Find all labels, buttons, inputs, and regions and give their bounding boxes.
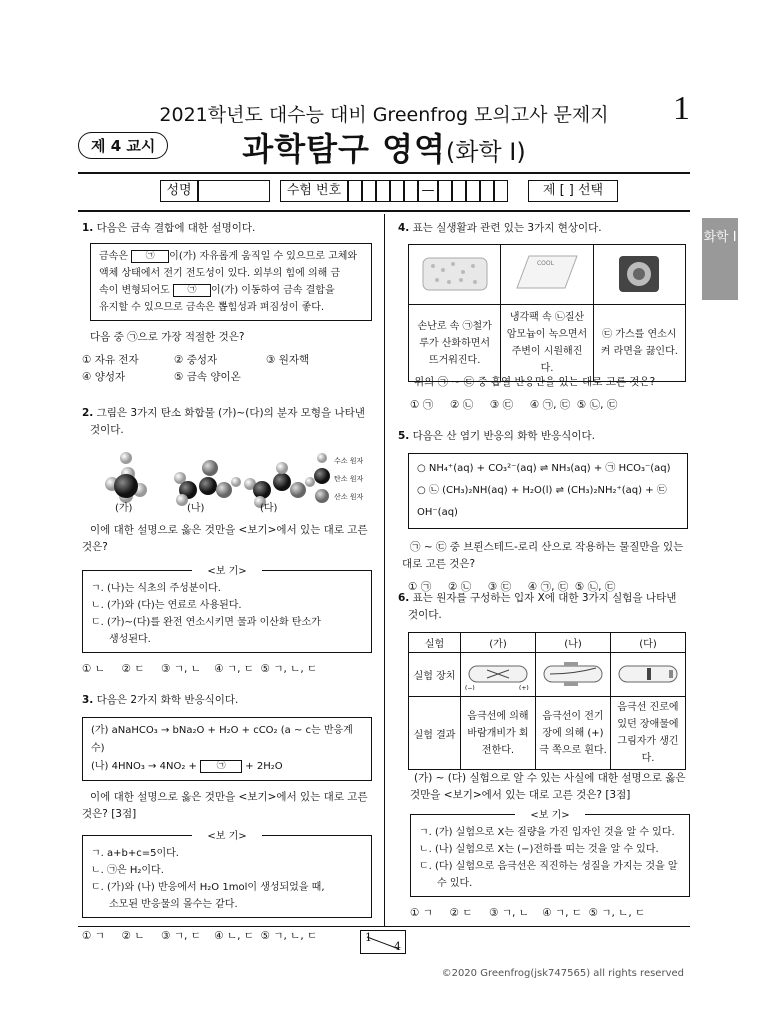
q6-options[interactable]: ① ㄱ ② ㄷ ③ ㄱ, ㄴ ④ ㄱ, ㄷ ⑤ ㄱ, ㄴ, ㄷ xyxy=(410,907,646,919)
q1-option-3[interactable]: ③ 원자핵 xyxy=(266,354,310,366)
exam-number-row xyxy=(280,180,508,204)
q1-passage-text: 이(가) 자유롭게 움직일 수 있으므로 고체와 xyxy=(169,251,358,262)
bogi-item: ㄴ. ㉠은 H₂이다. xyxy=(91,865,164,876)
q3-number: 3. xyxy=(82,694,94,706)
bogi-item: ㄷ. (다) 실험으로 음극선은 직진하는 성질을 가지는 것을 알 xyxy=(419,861,678,872)
name-label: 성명 xyxy=(160,180,198,202)
q1-passage-text: 유지할 수 있으므로 금속은 뽑힘성과 펴짐성이 좋다. xyxy=(99,302,325,313)
q6-row-label: 실험 결과 xyxy=(409,697,461,770)
molecule-label: (나) xyxy=(187,503,205,514)
q3-equation: (나) 4HNO₃ → 4NO₂ + xyxy=(91,761,197,772)
q3-equations xyxy=(82,717,372,781)
legend-label: 탄소 원자 xyxy=(334,475,364,483)
exam-title: 2021학년도 대수능 대비 Greenfrog 모의고사 문제지 xyxy=(159,104,609,126)
bogi-item: ㄴ. (가)와 (다)는 연료로 사용된다. xyxy=(91,600,242,611)
subject-side-tab: 화학 I xyxy=(702,218,738,300)
subject-main: 과학탐구 영역 xyxy=(242,130,446,168)
q6-table xyxy=(408,632,686,770)
exam-number-label: 수험 번호 xyxy=(280,180,348,202)
q2-stem: 것이다. xyxy=(90,424,124,436)
period-badge: 제 4 교시 xyxy=(78,132,168,159)
gas-stove-image xyxy=(593,245,685,305)
q5-equations xyxy=(408,453,688,529)
hand-warmer-image xyxy=(409,245,501,305)
name-field[interactable] xyxy=(198,180,270,202)
q6-result-ga: 음극선에 의해 바람개비가 회전한다. xyxy=(461,697,536,770)
cool-pack-label: COOL xyxy=(536,260,554,267)
q6-col-header: (가) xyxy=(461,633,536,653)
bogi-title: <보 기> xyxy=(192,828,262,845)
q1-question: 다음 중 ㉠으로 가장 적절한 것은? xyxy=(90,331,245,343)
q4-table xyxy=(408,244,686,382)
q1-blank: ㉠ xyxy=(131,250,169,263)
q1-passage-text: 금속은 xyxy=(99,251,128,262)
q4-number: 4. xyxy=(398,222,410,234)
q6-apparatus-ga xyxy=(461,653,536,697)
q5-question: ㉠ ~ ㉢ 중 브뢴스테드-로리 산으로 작용하는 물질만을 있는 xyxy=(410,541,684,553)
bogi-item: 수 있다. xyxy=(437,878,473,889)
q2-number: 2. xyxy=(82,407,94,419)
cathode-tube-field-icon xyxy=(538,656,608,690)
question-5 xyxy=(398,428,688,596)
q6-stem: 것이다. xyxy=(408,609,442,621)
q5-equation: ○ NH₄⁺(aq) + CO₃²⁻(aq) ⇌ NH₃(aq) + ㉠ HCO₃⁻(aq) xyxy=(417,463,671,474)
q2-stem: 그림은 3가지 탄소 화합물 (가)~(다)의 분자 모형을 나타낸 xyxy=(96,407,365,419)
molecule-ga xyxy=(105,452,147,503)
q1-option-4[interactable]: ④ 양성자 xyxy=(82,371,126,383)
bogi-item: ㄱ. (나)는 식초의 주성분이다. xyxy=(91,583,221,594)
q4-question-block xyxy=(410,374,690,414)
q2-question: 이에 대한 설명으로 옳은 것만을 <보기>에서 있는 대로 고른 xyxy=(90,524,368,536)
q6-col-header: (다) xyxy=(611,633,686,653)
molecule-legend xyxy=(334,452,363,506)
legend-hydrogen-icon xyxy=(317,453,327,463)
q3-options[interactable]: ① ㄱ ② ㄴ ③ ㄱ, ㄷ ④ ㄴ, ㄷ ⑤ ㄱ, ㄴ, ㄷ xyxy=(82,930,318,942)
exam-number-digit[interactable] xyxy=(348,180,362,202)
info-rule xyxy=(78,210,690,212)
choice-label[interactable]: 제 [ ] 선택 xyxy=(528,180,618,202)
q1-option-2[interactable]: ② 중성자 xyxy=(174,354,218,366)
exam-number-digit[interactable] xyxy=(466,180,480,202)
q6-bogi xyxy=(410,810,690,897)
q6-apparatus-da xyxy=(611,653,686,697)
question-4 xyxy=(398,220,688,237)
legend-label: 산소 원자 xyxy=(334,493,364,501)
q5-question: 대로 고른 것은? xyxy=(402,558,476,570)
exam-number-digit[interactable] xyxy=(376,180,390,202)
bogi-item: ㄴ. (나) 실험으로 X는 (−)전하를 띠는 것을 알 수 있다. xyxy=(419,844,659,855)
bogi-title: <보 기> xyxy=(515,807,585,824)
q2-question-block xyxy=(82,522,372,678)
bottom-rule xyxy=(78,926,690,927)
q6-result-da: 음극선 진로에 있던 장애물에 그림자가 생긴다. xyxy=(611,697,686,770)
bogi-title: <보 기> xyxy=(192,563,262,580)
q4-stem: 표는 실생활과 관련 있는 3가지 현상이다. xyxy=(412,222,602,234)
q5-stem: 다음은 산 염기 반응의 화학 반응식이다. xyxy=(412,430,595,442)
q6-question: 것만을 <보기>에서 있는 대로 고른 것은? [3점] xyxy=(410,789,631,801)
page-number: 1 xyxy=(673,90,690,127)
cathode-tube-paddlewheel-icon xyxy=(463,656,533,690)
copyright: ©2020 Greenfrog(jsk747565) all rights reserved xyxy=(441,968,684,979)
q3-equation: (가) aNaHCO₃ → bNa₂O + H₂O + cCO₂ (a ~ c는 반응계수) xyxy=(91,725,353,754)
q1-passage-text: 이(가) 이동하여 금속 결합을 xyxy=(211,285,335,296)
q6-question: (가) ~ (다) 실험으로 알 수 있는 사실에 대한 설명으로 옳은 xyxy=(414,772,686,784)
exam-number-digit[interactable] xyxy=(390,180,404,202)
q4-cell-na: 냉각팩 속 ㉡질산 암모늄이 녹으면서 주변이 시원해진다. xyxy=(501,305,593,382)
molecule-label: (가) xyxy=(115,503,133,514)
legend-carbon-icon xyxy=(314,468,330,484)
q1-blank: ㉠ xyxy=(173,284,211,297)
exam-number-dash: — xyxy=(418,180,438,202)
choice-row xyxy=(528,180,618,204)
bogi-item: ㄱ. (가) 실험으로 X는 질량을 가진 입자인 것을 알 수 있다. xyxy=(419,827,675,838)
apparatus-plus: (+) xyxy=(519,685,529,690)
bogi-item: ㄱ. a+b+c=5이다. xyxy=(91,848,179,859)
q6-row-label: 실험 장치 xyxy=(409,653,461,697)
q4-cell-da: ㉢ 가스를 연소시켜 라면을 끓인다. xyxy=(593,305,685,382)
exam-number-digit[interactable] xyxy=(494,180,508,202)
q5-equation: ○ ㉡ (CH₃)₂NH(aq) + H₂O(l) ⇌ (CH₃)₂NH₂⁺(aq) + ㉢ OH⁻(aq) xyxy=(417,485,667,518)
subject-sub: (화학 I) xyxy=(445,138,526,166)
bogi-item: ㄷ. (가)와 (나) 반응에서 H₂O 1mol이 생성되었을 때, xyxy=(91,882,325,893)
molecule-label: (다) xyxy=(260,503,278,514)
exam-number-digit[interactable] xyxy=(362,180,376,202)
cool-pack-image xyxy=(501,245,593,305)
q6-header: 실험 xyxy=(409,633,461,653)
question-6 xyxy=(398,590,688,624)
bogi-item: ㄷ. (가)~(다)를 완전 연소시키면 물과 이산화 탄소가 xyxy=(91,617,321,628)
q6-result-na: 음극선이 전기장에 의해 (+)극 쪽으로 휜다. xyxy=(536,697,611,770)
q6-apparatus-na xyxy=(536,653,611,697)
q6-number: 6. xyxy=(398,592,410,604)
legend-oxygen-icon xyxy=(315,489,329,503)
q2-bogi xyxy=(82,566,372,653)
cool-pack-icon xyxy=(507,248,587,298)
q6-col-header: (나) xyxy=(536,633,611,653)
molecule-na xyxy=(174,460,241,506)
q3-stem: 다음은 2가지 화학 반응식이다. xyxy=(96,694,239,706)
q1-passage-text: 속이 변형되어도 xyxy=(99,285,170,296)
q6-question-block xyxy=(410,770,690,922)
exam-number-digit[interactable] xyxy=(452,180,466,202)
question-2 xyxy=(82,405,372,439)
q6-stem: 표는 원자를 구성하는 입자 X에 대한 3가지 실험을 나타낸 xyxy=(412,592,677,604)
page-current: 1 xyxy=(365,931,372,944)
q4-question: 위의 ㉠ ~ ㉢ 중 흡열 반응만을 있는 대로 고른 것은? xyxy=(414,376,656,388)
exam-number-digit[interactable] xyxy=(480,180,494,202)
q5-options[interactable]: ① ㉠ ② ㉡ ③ ㉢ ④ ㉠, ㉢ ⑤ ㉡, ㉢ xyxy=(408,581,616,593)
q1-passage xyxy=(90,243,372,321)
hand-warmer-icon xyxy=(415,248,495,298)
q1-option-5[interactable]: ⑤ 금속 양이온 xyxy=(174,371,241,383)
q3-question: 이에 대한 설명으로 옳은 것만을 <보기>에서 있는 대로 고른 xyxy=(90,791,368,803)
exam-number-digit[interactable] xyxy=(404,180,418,202)
q2-question: 것은? xyxy=(82,541,108,553)
q1-options xyxy=(82,352,372,386)
question-1 xyxy=(82,220,372,386)
column-separator xyxy=(384,214,385,926)
q1-passage-text: 액체 상태에서 전기 전도성이 있다. 외부의 힘에 의해 금 xyxy=(99,268,341,279)
exam-number-digit[interactable] xyxy=(438,180,452,202)
apparatus-minus: (−) xyxy=(465,685,475,690)
subject-title xyxy=(0,124,768,170)
question-3 xyxy=(82,692,372,945)
q2-options[interactable]: ① ㄴ ② ㄷ ③ ㄱ, ㄴ ④ ㄱ, ㄷ ⑤ ㄱ, ㄴ, ㄷ xyxy=(82,663,318,675)
q3-question: 것은? [3점] xyxy=(82,808,137,820)
q1-option-1[interactable]: ① 자유 전자 xyxy=(82,354,139,366)
page-indicator xyxy=(360,930,406,954)
q3-blank: ㉠ xyxy=(200,760,242,773)
q5-number: 5. xyxy=(398,430,410,442)
q3-equation: + 2H₂O xyxy=(245,761,283,772)
q1-stem: 다음은 금속 결합에 대한 설명이다. xyxy=(96,222,256,234)
name-row xyxy=(160,180,270,204)
legend-label: 수소 원자 xyxy=(334,457,364,465)
q1-number: 1. xyxy=(82,222,94,234)
cathode-tube-shadow-icon xyxy=(613,656,683,690)
header-rule xyxy=(78,172,690,174)
page-total: 4 xyxy=(394,940,401,953)
gas-stove-icon xyxy=(604,248,674,298)
molecule-da xyxy=(244,462,315,508)
q3-bogi xyxy=(82,831,372,918)
q4-options[interactable]: ① ㉠ ② ㉡ ③ ㉢ ④ ㉠, ㉢ ⑤ ㉡, ㉢ xyxy=(410,399,618,411)
q4-cell-ga: 손난로 속 ㉠철가루가 산화하면서 뜨거워진다. xyxy=(409,305,501,382)
bogi-item: 생성된다. xyxy=(109,634,151,645)
bogi-item: 소모된 반응물의 몰수는 같다. xyxy=(109,899,238,910)
